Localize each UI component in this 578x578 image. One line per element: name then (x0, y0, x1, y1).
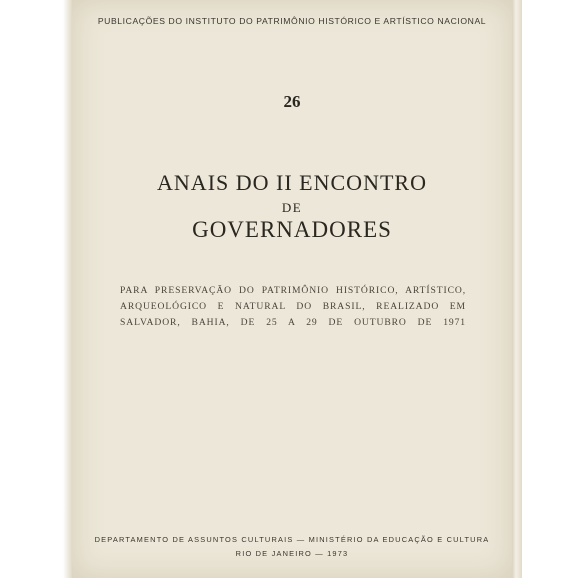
title-line-2: DE (281, 200, 303, 215)
page-shadow (63, 0, 72, 578)
subtitle-line: SALVADOR, BAHIA, DE 25 A 29 DE OUTUBRO DE 1971 (120, 317, 466, 328)
subtitle-line: ARQUEOLÓGICO E NATURAL DO BRASIL, REALIZADO EM (120, 301, 466, 312)
publisher-line: DEPARTAMENTO DE ASSUNTOS CULTURAIS — MINISTÉRIO DA EDUCAÇÃO E CULTURA (94, 535, 490, 544)
volume-number: 26 (283, 92, 301, 111)
place-date-line: RIO DE JANEIRO — 1973 (235, 549, 349, 558)
subtitle (120, 283, 466, 331)
page-edge (512, 0, 522, 578)
subtitle-line: PARA PRESERVAÇÃO DO PATRIMÔNIO HISTÓRICO, ARTÍSTICO, (120, 285, 466, 296)
title-line-1: ANAIS DO II ENCONTRO (157, 170, 427, 195)
title-line-3: GOVERNADORES (192, 217, 392, 242)
series-title: PUBLICAÇÕES DO INSTITUTO DO PATRIMÔNIO HISTÓRICO E ARTÍSTICO NACIONAL (97, 16, 487, 26)
